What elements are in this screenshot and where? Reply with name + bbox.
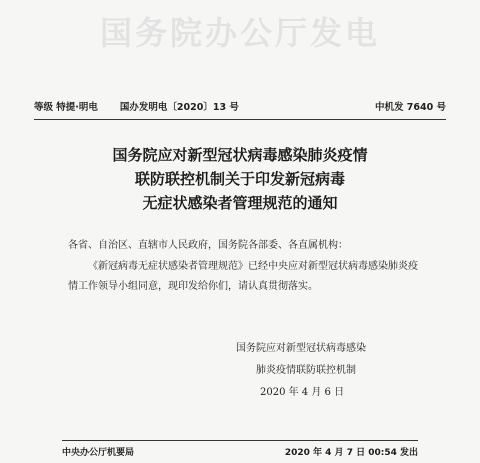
urgency-grade: 等级 特提·明电 xyxy=(34,102,98,113)
meta-left xyxy=(34,99,239,113)
bottom-divider xyxy=(62,440,418,441)
footer-office: 中央办公厅机要局 xyxy=(62,447,135,458)
document-title xyxy=(0,143,480,215)
document-number: 国办发明电〔2020〕13 号 xyxy=(119,102,239,113)
signature-org-line-2: 肺炎疫情联防联控机制 xyxy=(256,365,356,376)
meta-row xyxy=(34,97,446,115)
header-title: 国务院办公厅发电 xyxy=(99,14,380,52)
signature-org-line-1: 国务院应对新型冠状病毒感染 xyxy=(236,343,366,354)
title-line-1: 国务院应对新型冠状病毒感染肺炎疫情 xyxy=(112,146,368,164)
body-paragraph: 《新冠病毒无症状感染者管理规范》已经中央应对新型冠状病毒感染肺炎疫情工作领导小组同意，现印发给你们，请认真贯彻落实。 xyxy=(68,260,418,292)
signature-date: 2020 年 4 月 6 日 xyxy=(260,387,345,398)
signature-block xyxy=(236,338,456,404)
serial-number: 中机发 7640 号 xyxy=(374,102,446,113)
title-line-3: 无症状感染者管理规范的通知 xyxy=(142,194,338,212)
addressees: 各省、自治区、直辖市人民政府，国务院各部委、各直属机构： xyxy=(68,240,348,251)
document-body xyxy=(68,236,418,298)
footer xyxy=(62,444,418,458)
top-divider xyxy=(34,119,446,120)
title-line-2: 联防联控机制关于印发新冠病毒 xyxy=(134,170,345,188)
footer-sent-time: 2020 年 4 月 7 日 00:54 发出 xyxy=(284,447,418,458)
